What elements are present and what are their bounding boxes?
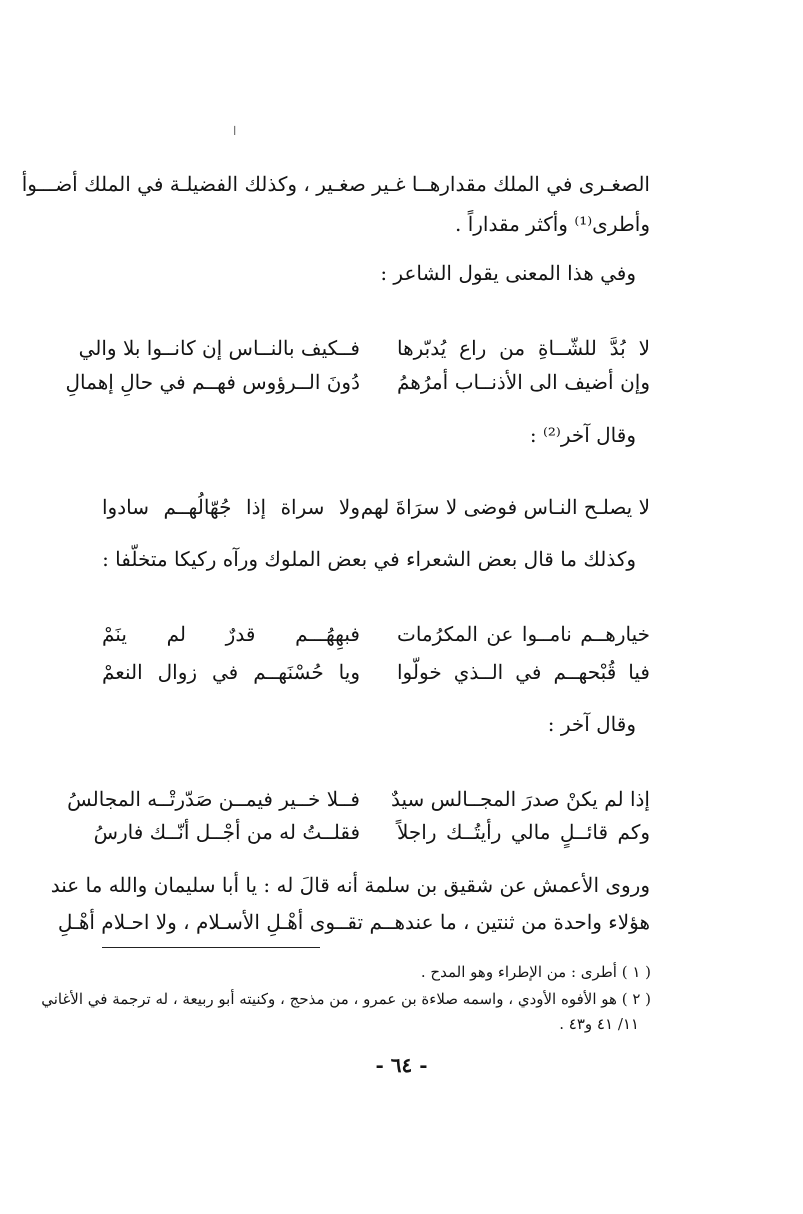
- poem1-verse2-right: وإن أضيف الى الأذنــاب أمرُهمُ: [397, 370, 650, 394]
- footnote-2-continued: ١١/ ٤١ و٤٣ .: [559, 1015, 639, 1033]
- poem4-verse1-left: فــلا خــير فيمــن صَدّرتْــه المجالسُ: [67, 787, 360, 811]
- poem1-verse2-left: دُونَ الــرؤوس فهــم في حالِ إهمالِ: [65, 370, 360, 394]
- intro-line-2: وقال آخر⁽²⁾ :: [529, 423, 636, 447]
- poem3-verse1-right: خيارهــم نامــوا عن المكرُمات: [397, 622, 650, 646]
- footnote-2: ( ٢ ) هو الأفوه الأودي ، واسمه صلاءة بن عمرو ، من مذحج ، وكنيته أبو ربيعة ، له ترجمة في الأغاني: [41, 990, 651, 1008]
- page-number: - ٦٤ -: [375, 1053, 428, 1077]
- poem3-verse2-left: ويا حُسْنَهــم في زوال النعمْ: [102, 660, 360, 684]
- paragraph-2-line-1: وروى الأعمش عن شقيق بن سلمة أنه قالَ له : يا أبا سليمان والله ما عند: [50, 873, 650, 897]
- intro-line-3: وكذلك ما قال بعض الشعراء في بعض الملوك ورآه ركيكا متخلّفا :: [102, 547, 636, 571]
- paragraph-1-line-1: الصغـرى في الملك مقدارهــا غـير صغـير ، وكذلك الفضيلـة في الملك أضـــوأ: [21, 172, 650, 196]
- poem4-verse1-right: إذا لم يكنْ صدرَ المجــالس سيدٌ: [390, 787, 650, 811]
- poem4-verse2-right: وكم قائــلٍ مالي رأيتُــك راجلاً: [397, 820, 650, 844]
- footnote-1: ( ١ ) أطرى : من الإطراء وهو المدح .: [420, 963, 651, 981]
- poem4-verse2-left: فقلــتُ له من أجْــل أنّــك فارسُ: [93, 820, 360, 844]
- poem2-verse1-left: ولا سراة إذا جُهّالُهــم سادوا: [102, 495, 360, 519]
- poem1-verse1-left: فــكيف بالنــاس إن كانــوا بلا والي: [78, 336, 360, 360]
- poem2-verse1-right: لا يصلـح النـاس فوضى لا سرَاةَ لهم: [360, 495, 650, 519]
- paragraph-1-line-2: وأطرى⁽¹⁾ وأكثر مقداراً .: [454, 212, 650, 236]
- poem1-verse1-right: لا بُدَّ للشّــاةِ من راع يُدبّرها: [397, 336, 650, 360]
- poem3-verse1-left: فبهِهُـــم قدرٌ لم ينَمْ: [102, 622, 360, 646]
- intro-line-4: وقال آخر :: [547, 712, 636, 736]
- scan-mark: ا: [233, 124, 237, 138]
- paragraph-2-line-2: هؤلاء واحدة من ثنتين ، ما عندهــم تقــوى أهْـلِ الأسـلام ، ولا احـلام أهْـلِ: [57, 910, 650, 934]
- footnote-rule: [102, 947, 320, 948]
- intro-line-1: وفي هذا المعنى يقول الشاعر :: [380, 261, 636, 285]
- poem3-verse2-right: فيا قُبْحهــم في الــذي خولّوا: [397, 660, 650, 684]
